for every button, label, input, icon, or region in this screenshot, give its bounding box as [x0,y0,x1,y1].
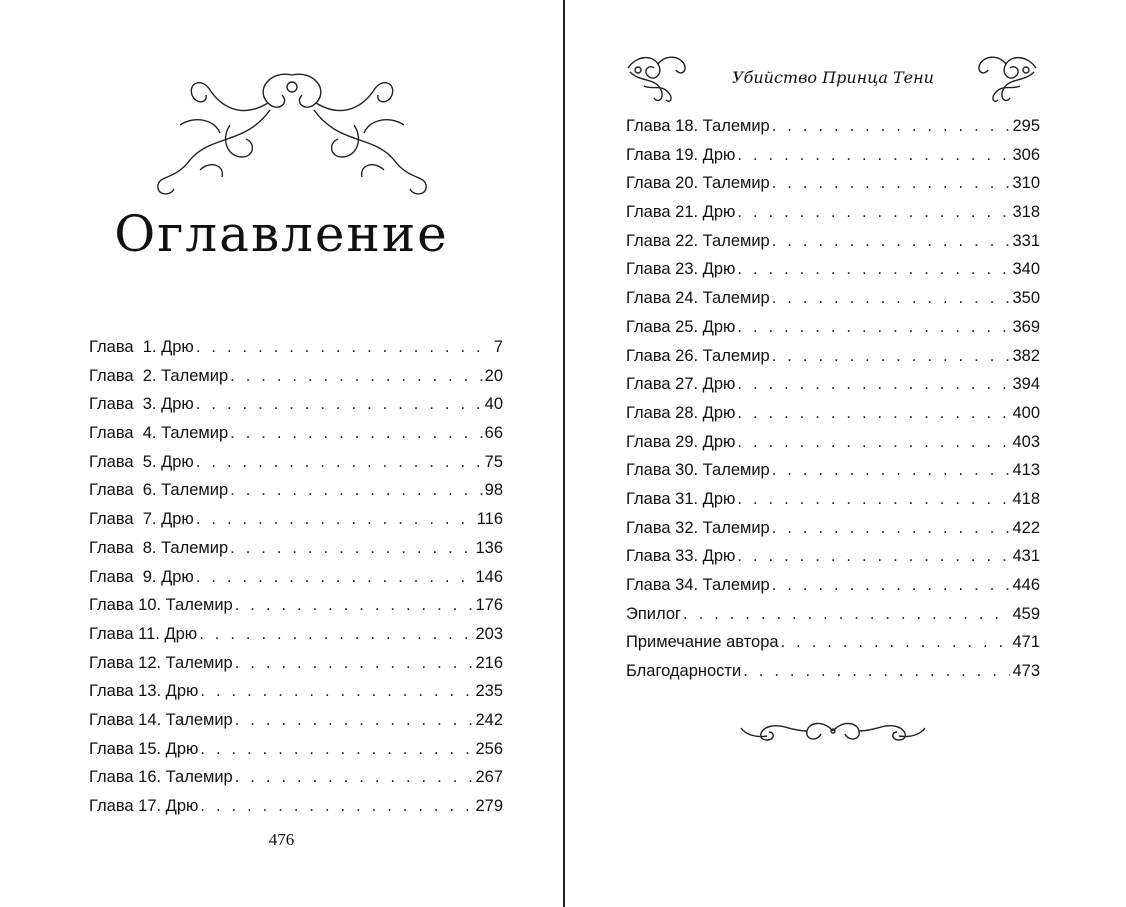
toc-entry-label: Глава 10. Талемир [89,596,233,615]
toc-leader-dots [200,735,473,764]
toc-entry [626,169,1040,198]
toc-entry-page: 242 [475,710,503,729]
toc-entry [89,763,503,792]
toc-entry-label: Глава 29. Дрю [626,432,736,451]
toc-entry-label: Эпилог [626,604,682,623]
toc-leader-dots [737,141,1010,170]
toc-entry-page: 418 [1012,489,1040,508]
toc-entry [626,141,1040,170]
toc-entry-label: Глава 18. Талемир [626,117,770,135]
toc-entry-label: Глава 3. Дрю [89,395,194,414]
toc-entry-label: Глава 4. Талемир [89,424,229,443]
toc-entry-label: Глава 15. Дрю [89,739,199,758]
toc-leader-dots [235,706,474,735]
toc-entry-page: 340 [1012,260,1040,279]
toc-leader-dots [772,456,1011,485]
toc-entry [626,542,1040,571]
toc-entry-label: Глава 26. Талемир [626,346,770,365]
toc-entry [89,333,503,362]
toc-leader-dots [772,284,1011,313]
toc-entry-label: Глава 20. Талемир [626,174,770,193]
toc-entry [89,505,503,534]
toc-entry-page: 176 [475,596,503,615]
toc-leader-dots [737,255,1010,284]
toc-entry-page: 459 [1012,604,1040,623]
toc-entry [89,534,503,563]
toc-entry-page: 256 [475,739,503,758]
toc-entry [89,620,503,649]
toc-entry [89,448,503,477]
book-gutter [563,0,565,907]
toc-entry-label: Глава 28. Дрю [626,403,736,422]
toc-leader-dots [737,198,1010,227]
toc-entry [626,198,1040,227]
toc-entry-label: Глава 9. Дрю [89,567,194,586]
toc-leader-dots [200,792,473,821]
toc-entry-page: 446 [1012,576,1040,594]
toc-entry [626,399,1040,428]
toc-entry-page: 403 [1012,432,1040,451]
toc-entry-page: 471 [1012,633,1040,652]
toc-entry-label: Глава 31. Дрю [626,489,736,508]
toc-entry [626,657,1040,686]
toc-entry [626,227,1040,256]
toc-entry [626,428,1040,457]
toc-entry-label: Глава 32. Талемир [626,518,770,537]
toc-entry-label: Глава 25. Дрю [626,317,736,336]
corner-flourish-icon [974,48,1040,106]
toc-entry-label: Глава 11. Дрю [89,624,198,643]
toc-entry-label: Глава 17. Дрю [89,797,199,815]
toc-entry-page: 413 [1012,461,1040,480]
toc-entry-label: Глава 30. Талемир [626,461,770,480]
toc-entry-page: 382 [1012,346,1040,365]
toc-entry-page: 7 [493,338,503,356]
toc-entry-page: 295 [1012,117,1040,135]
toc-entry-page: 394 [1012,375,1040,394]
toc-entry-label: Глава 12. Талемир [89,653,233,672]
toc-entry-page: 431 [1012,547,1040,566]
toc-leader-dots [772,112,1011,141]
toc-entry-label: Глава 14. Талемир [89,710,233,729]
toc-entry-page: 98 [484,481,503,500]
toc-entry [89,591,503,620]
toc-leader-dots [230,362,483,391]
toc-leader-dots [230,534,473,563]
toc-list-right [626,112,1040,686]
toc-leader-dots [737,485,1010,514]
toc-entry-page: 75 [484,452,503,471]
toc-leader-dots [196,333,492,362]
toc-entry [626,112,1040,141]
toc-leader-dots [772,571,1011,600]
toc-leader-dots [781,628,1011,657]
toc-entry-page: 331 [1012,231,1040,250]
toc-leader-dots [772,227,1011,256]
toc-entry [89,706,503,735]
toc-leader-dots [737,313,1010,342]
toc-list-left [89,333,503,821]
toc-leader-dots [235,591,474,620]
toc-entry-label: Глава 33. Дрю [626,547,736,566]
toc-entry [89,362,503,391]
toc-entry-label: Глава 6. Талемир [89,481,229,500]
toc-entry-page: 136 [475,538,503,557]
toc-entry-page: 267 [475,768,503,787]
toc-entry-label: Глава 34. Талемир [626,576,770,594]
toc-entry-label: Глава 7. Дрю [89,510,194,529]
toc-entry-label: Глава 24. Талемир [626,289,770,308]
toc-entry [89,476,503,505]
toc-entry-label: Глава 1. Дрю [89,338,194,356]
toc-entry [626,571,1040,600]
toc-entry-page: 400 [1012,403,1040,422]
toc-entry [89,792,503,821]
toc-entry [626,370,1040,399]
toc-entry-page: 216 [475,653,503,672]
running-head: Убийство Принца Тени [732,68,934,87]
toc-entry-label: Глава 13. Дрю [89,682,199,701]
scroll-divider-icon [737,716,929,746]
toc-entry-page: 40 [484,395,503,414]
toc-entry [626,284,1040,313]
toc-entry-page: 318 [1012,203,1040,222]
toc-entry [89,419,503,448]
toc-entry-page: 350 [1012,289,1040,308]
toc-entry-page: 146 [475,567,503,586]
toc-entry-label: Глава 21. Дрю [626,203,736,222]
toc-entry-page: 116 [476,510,503,529]
toc-leader-dots [200,677,473,706]
toc-entry-label: Глава 8. Талемир [89,538,229,557]
toc-entry-label: Глава 23. Дрю [626,260,736,279]
toc-leader-dots [230,419,483,448]
toc-entry-label: Глава 27. Дрю [626,375,736,394]
toc-entry [89,563,503,592]
toc-entry-page: 422 [1012,518,1040,537]
toc-entry-label: Глава 2. Талемир [89,366,229,385]
toc-entry [89,390,503,419]
toc-leader-dots [737,399,1010,428]
toc-leader-dots [772,342,1011,371]
toc-leader-dots [196,448,483,477]
toc-entry [626,600,1040,629]
toc-leader-dots [737,542,1010,571]
toc-entry-label: Глава 5. Дрю [89,452,194,471]
flourish-ornament-icon [150,65,435,200]
toc-leader-dots [235,763,474,792]
toc-entry [626,514,1040,543]
toc-entry-page: 20 [484,366,503,385]
toc-entry-page: 310 [1012,174,1040,193]
toc-entry-page: 473 [1012,662,1040,681]
toc-entry [89,677,503,706]
toc-entry [89,649,503,678]
toc-leader-dots [199,620,473,649]
toc-entry-label: Глава 22. Талемир [626,231,770,250]
toc-entry [626,255,1040,284]
toc-leader-dots [196,390,483,419]
toc-leader-dots [230,476,483,505]
toc-entry [626,456,1040,485]
toc-leader-dots [196,563,474,592]
toc-entry-label: Благодарности [626,662,742,681]
toc-entry-label: Глава 19. Дрю [626,145,736,164]
toc-entry [89,735,503,764]
toc-entry-page: 279 [475,797,503,815]
toc-leader-dots [743,657,1010,686]
toc-entry-page: 235 [475,682,503,701]
toc-entry-page: 66 [484,424,503,443]
toc-leader-dots [235,649,474,678]
toc-leader-dots [196,505,475,534]
toc-leader-dots [772,514,1011,543]
toc-entry-page: 306 [1012,145,1040,164]
toc-entry [626,313,1040,342]
toc-leader-dots [683,600,1010,629]
toc-entry [626,628,1040,657]
toc-entry-page: 369 [1012,317,1040,336]
toc-entry [626,342,1040,371]
toc-leader-dots [772,169,1011,198]
toc-leader-dots [737,428,1010,457]
toc-title: Оглавление [114,205,449,263]
toc-entry-label: Примечание автора [626,633,779,652]
toc-entry-label: Глава 16. Талемир [89,768,233,787]
page-number: 476 [268,830,295,849]
toc-entry [626,485,1040,514]
toc-entry-page: 203 [475,624,503,643]
toc-leader-dots [737,370,1010,399]
